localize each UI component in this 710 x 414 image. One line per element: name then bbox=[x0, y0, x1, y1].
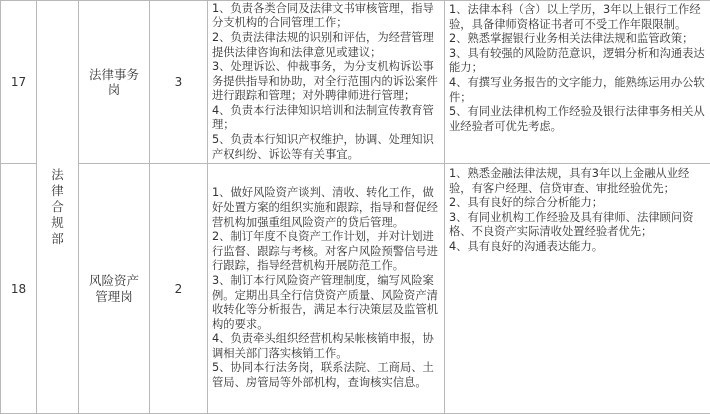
requirement-item: 4、有撰写业务报告的文字能力，能熟练运用办公软件； bbox=[449, 76, 706, 105]
requirements-cell bbox=[445, 1, 710, 164]
duty-item: 4、负责本行法律知识培训和法制宣传教育管理； bbox=[212, 104, 440, 133]
department-cell bbox=[37, 1, 79, 414]
duty-item: 2、负责法律法规的识别和评估，为经营管理提供法律咨询和法律意见或建议； bbox=[212, 31, 440, 60]
requirement-item: 4、具有良好的沟通表达能力。 bbox=[449, 240, 706, 255]
position-name: 法律事务岗 bbox=[88, 67, 140, 98]
duties-cell bbox=[208, 164, 445, 414]
department-name: 法律合规部 bbox=[51, 167, 65, 247]
requirement-item: 3、有同业机构工作经验及具有律师、法律顾问资格、不良资产实际清收处置经验者优先； bbox=[449, 211, 706, 240]
duty-item: 3、处理诉讼、仲裁事务，为分支机构诉讼事务提供指导和协助，对全行范围内的诉讼案件进行跟踪和管理；对外聘律师进行管理； bbox=[212, 60, 440, 104]
duty-item: 2、制订年度不良资产工作计划，并对计划进行监督、跟踪与考核。对客户风险预警信号进行跟踪，指导经营机构开展防范工作。 bbox=[212, 230, 440, 274]
duty-item: 1、做好风险资产谈判、清收、转化工作，做好处置方案的组织实施和跟踪，指导和督促经营机构加强重组风险资产的贷后管理。 bbox=[212, 186, 440, 230]
requirement-item: 2、具有良好的综合分析能力； bbox=[449, 196, 706, 211]
duty-item: 4、负责牵头组织经营机构呆帐核销申报，协调相关部门落实核销工作。 bbox=[212, 332, 440, 361]
table-row bbox=[1, 1, 710, 164]
requirement-item: 1、法律本科（含）以上学历，3年以上银行工作经验，具备律师资格证书者可不受工作年限限制。 bbox=[449, 3, 706, 32]
duty-item: 5、协同本行法务岗，联系法院、工商局、土管局、房管局等外部机构，查询核实信息。 bbox=[212, 361, 440, 390]
position-name: 风险资产管理岗 bbox=[88, 273, 140, 304]
requirement-item: 1、熟悉金融法律法规，具有3年以上金融从业经验，有客户经理、信贷审查、审批经验优先； bbox=[449, 167, 706, 196]
requirements-cell bbox=[445, 164, 710, 414]
requirement-item: 2、熟悉掌握银行业务相关法律法规和监管政策； bbox=[449, 32, 706, 47]
headcount: 3 bbox=[150, 1, 208, 164]
row-number: 18 bbox=[1, 164, 37, 414]
duty-item: 1、负责各类合同及法律文书审核管理，指导分支机构的合同管理工作； bbox=[212, 2, 440, 31]
row-number: 17 bbox=[1, 1, 37, 164]
table-row bbox=[1, 164, 710, 414]
headcount: 2 bbox=[150, 164, 208, 414]
duties-cell bbox=[208, 1, 445, 164]
duty-item: 3、制订本行风险资产管理制度，编写风险案例。定期出具全行信贷资产质量、风险资产清收转化等分析报告，满足本行决策层及监管机构的要求。 bbox=[212, 274, 440, 332]
duty-item: 5、负责本行知识产权维护，协调、处理知识产权纠纷、诉讼等有关事宜。 bbox=[212, 133, 440, 162]
requirement-item: 5、有同业法律机构工作经验及银行法律事务相关从业经验者可优先考虑。 bbox=[449, 105, 706, 134]
position-cell bbox=[79, 164, 150, 414]
position-cell bbox=[79, 1, 150, 164]
requirement-item: 3、具有较强的风险防范意识，逻辑分析和沟通表达能力； bbox=[449, 47, 706, 76]
